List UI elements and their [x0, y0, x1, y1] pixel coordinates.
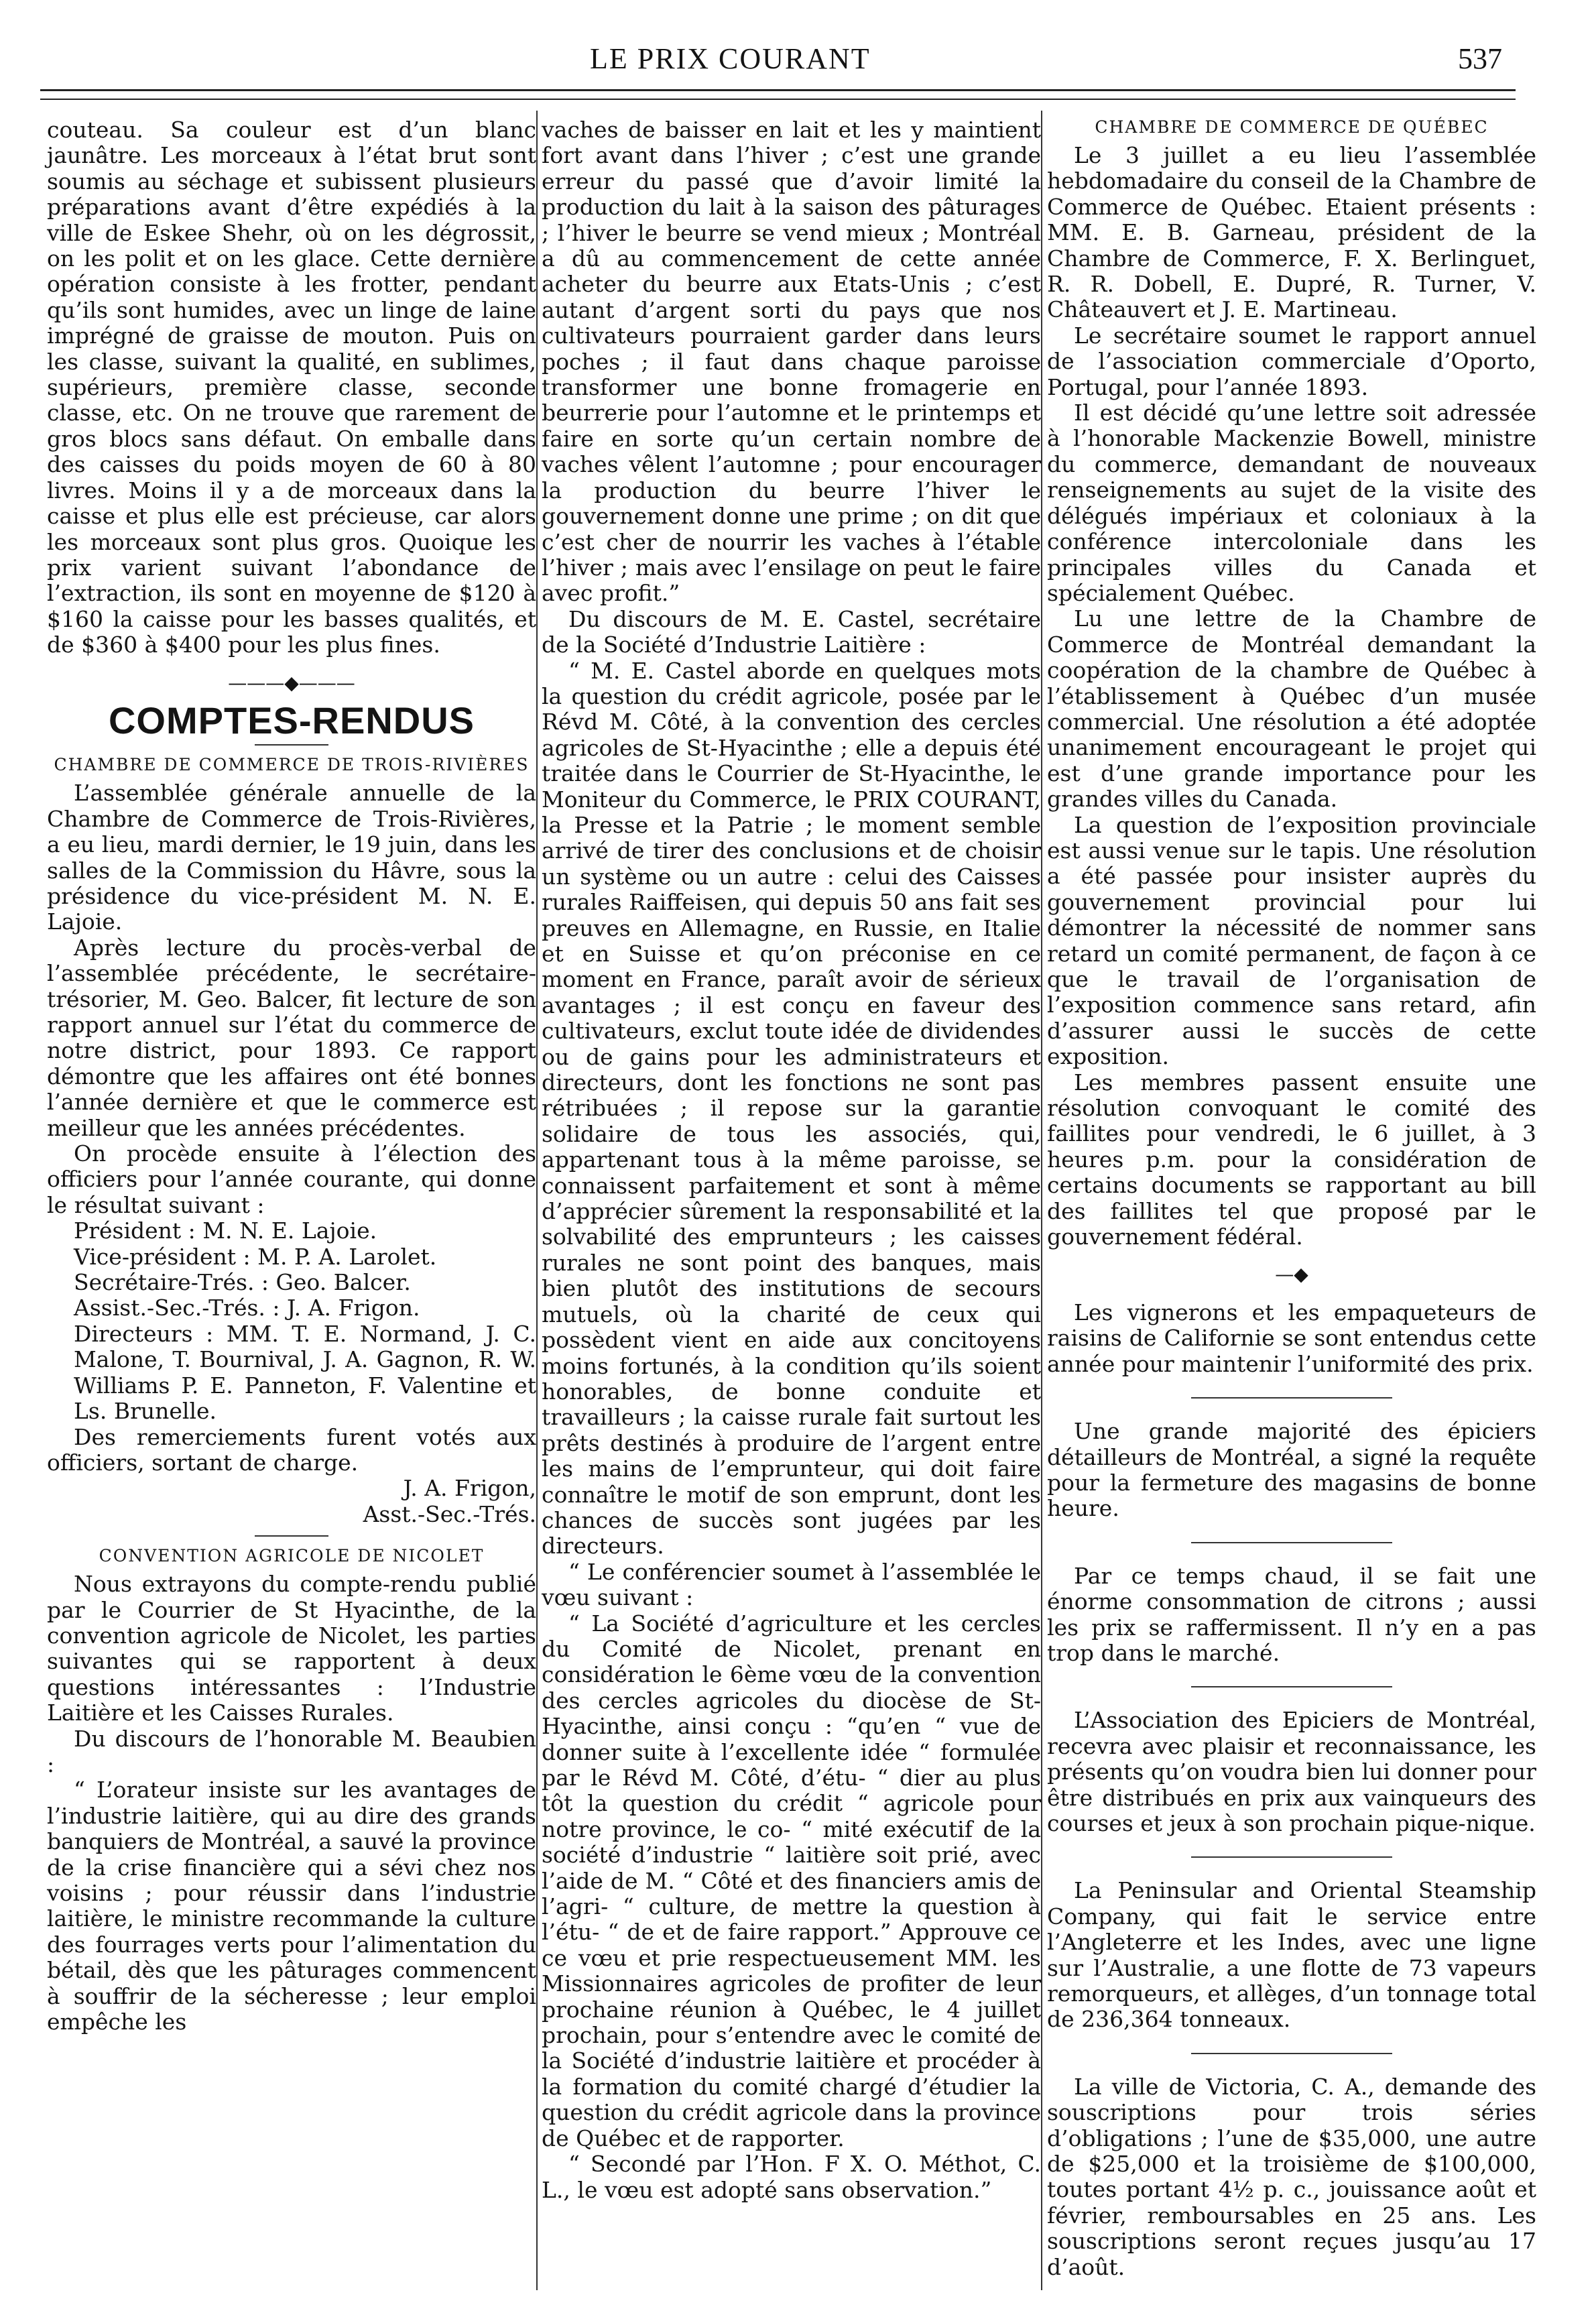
item-separator: [1191, 1856, 1392, 1858]
paragraph: L’assemblée générale annuelle de la Chambre de Commerce de Trois-Rivières, a eu lieu, mardi dernier, le 19 juin, dans les salles de la Commission du Hâvre, sous la présidence du vice-président M. N. E. Lajoie.: [47, 780, 536, 935]
section-title: COMPTES-RENDUS: [108, 699, 475, 741]
column-divider: [1041, 111, 1042, 2290]
paragraph: Le secrétaire soumet le rapport annuel de l’association commerciale d’Oporto, Portugal, pour l’année 1893.: [1047, 322, 1536, 400]
item-separator: [1191, 1686, 1392, 1687]
article-heading: CHAMBRE DE COMMERCE DE TROIS-RIVIÈRES: [54, 755, 530, 775]
paragraph: couteau. Sa couleur est d’un blanc jaunâtre. Les morceaux à l’état brut sont soumis au séchage et subissent plusieurs préparations avant d’être expédiés à la ville de Eskee Shehr, où on les dégrossit, on les polit et on les glace. Cette dernière opération consiste à les frotter, pendant qu’ils sont humides, avec un linge de laine imprégné de graisse de mouton. Puis on les classe, suivant la qualité, en sublimes, supérieurs, première classe, seconde classe, etc. On ne trouve que rarement de gros blocs sans défaut. On emballe dans des caisses du poids moyen de 60 à 80 livres. Moins il y a de morceaux dans la caisse et plus elle est précieuse, car alors les morceaux sont plus gros. Quoique les prix varient suivant l’abondance de l’extraction, ils sont en moyenne de $120 à $160 la caisse pour les basses qualités, et de $360 à $400 pour les plus fines.: [47, 117, 536, 658]
paragraph: Nous extrayons du compte-rendu publié par le Courrier de St Hyacinthe, de la convention agricole de Nicolet, les parties suivantes qui se rapportent à deux questions intéressantes : l’Industrie Laitière et les Caisses Rurales.: [47, 1571, 536, 1726]
signature-title: Asst.-Sec.-Trés.: [363, 1500, 536, 1527]
ornament-divider: —◆: [1275, 1263, 1308, 1286]
article-heading: CHAMBRE DE COMMERCE DE QUÉBEC: [1095, 117, 1489, 137]
paragraph: On procède ensuite à l’élection des officiers pour l’année courante, qui donne le résultat suivant :: [47, 1140, 536, 1218]
news-item: L’Association des Epiciers de Montréal, recevra avec plaisir et reconnaissance, les présents qu’on voudra bien lui donner pour être distribués en prix aux vainqueurs des courses et jeux à son prochain pique-nique.: [1047, 1707, 1536, 1836]
signature-name: J. A. Frigon,: [403, 1475, 536, 1502]
officer-line: Assist.-Sec.-Trés. : J. A. Frigon.: [74, 1295, 420, 1321]
article-heading: CONVENTION AGRICOLE DE NICOLET: [99, 1546, 485, 1566]
paragraph: Après lecture du procès-verbal de l’assemblée précédente, le secrétaire-trésorier, M. Geo. Balcer, fit lecture de son rapport annuel sur l’état du commerce de notre district, pour 1893. Ce rapport démontre que les affaires ont été bonnes l’année dernière et que le commerce est meilleur que les années précédentes.: [47, 934, 536, 1141]
paragraph: Des remerciements furent votés aux officiers, sortant de charge.: [47, 1423, 536, 1476]
officer-line: Président : M. N. E. Lajoie.: [74, 1217, 377, 1244]
paragraph: Il est décidé qu’une lettre soit adressée à l’honorable Mackenzie Bowell, ministre du commerce, demandant de nouveaux renseignements au sujet de la visite des délégués impériaux et coloniaux à la conférence intercoloniale dans les principales villes du Canada et spécialement Québec.: [1047, 400, 1536, 606]
paragraph: “ L’orateur insiste sur les avantages de l’industrie laitière, qui au dire des grands banquiers de Montréal, a sauvé la province de la crise financière qui a sévi chez nos voisins ; pour réussir dans l’industrie laitière, le ministre recommande la culture des fourrages verts pour l’alimentation du bétail, dès que les pâturages commencent à souffrir de la sécheresse ; leur emploi empêche les: [47, 1777, 536, 2035]
officer-line: Vice-président : M. P. A. Larolet.: [74, 1243, 437, 1270]
paragraph: Lu une lettre de la Chambre de Commerce de Montréal demandant la coopération de la chambre de Québec à l’établissement à Québec d’un musée commercial. Une résolution a été adoptée unanimement encourageant le projet qui est d’une grande importance pour les grandes villes du Canada.: [1047, 605, 1536, 813]
news-item: Par ce temps chaud, il se fait une énorme consommation de citrons ; aussi les prix se raffermissent. Il n’y en a pas trop dans le marché.: [1047, 1562, 1536, 1666]
page-number: 537: [1458, 42, 1502, 75]
column-divider: [536, 111, 538, 2290]
journal-title: LE PRIX COURANT: [590, 42, 871, 75]
news-item: La ville de Victoria, C. A., demande des souscriptions pour trois séries d’obligations ; l’une de $35,000, une autre de $25,000 et la troisième de $100,000, toutes portant 4½ p. c., jouissance août et février, remboursables en 25 ans. Les souscriptions seront reçues jusqu’au 17 d’août.: [1047, 2073, 1536, 2280]
paragraph: “ M. E. Castel aborde en quelques mots la question du crédit agricole, posée par le Révd M. Côté, à la convention des cercles agricoles de St-Hyacinthe ; elle a depuis été traitée dans le Courrier de St-Hyacinthe, le Moniteur du Commerce, le PRIX COURANT, la Presse et la Patrie ; le moment semble arrivé de tirer des conclusions et de choisir un système ou un autre : celui des Caisses rurales Raiffeisen, qui depuis 50 ans fait ses preuves en Allemagne, en Russie, en Italie et en Suisse et qu’on préconise en ce moment en France, paraît avoir de sérieux avantages ; il est conçu en faveur des cultivateurs, exclut toute idée de dividendes ou de gains pour les administrateurs et directeurs, dont les fonctions ne sont pas rétribuées ; il repose sur la garantie solidaire de tous les associés, qui, appartenant tous à la même paroisse, se connaissent parfaitement et sont à même d’apprécier sûrement la responsabilité et la solvabilité des emprunteurs ; les caisses rurales ne sont point des banques, mais bien plutôt des institutions de secours mutuels, où la charité de ceux qui possèdent vient en aide aux concitoyens moins fortunés, à la condition qu’ils soient honorables, de bonne conduite et travailleurs ; la caisse rurale fait surtout les prêts destinés à produire de l’argent entre les mains de l’emprunteur, qui doit faire connaître le motif de son emprunt, dont les chances de succès sont jugées par les directeurs.: [542, 657, 1041, 1559]
item-separator: [1191, 1542, 1392, 1543]
officer-line: Secrétaire-Trés. : Geo. Balcer.: [74, 1269, 411, 1296]
column-left: [47, 117, 536, 2035]
paragraph: Les membres passent ensuite une résolution convoquant le comité des faillites pour vendredi, le 6 juillet, à 3 heures p.m. pour la considération de certains documents se rapportant au bill des faillites tel que proposé par le gouvernement fédéral.: [1047, 1069, 1536, 1250]
ornament-divider: ———◆———: [228, 671, 355, 694]
officer-line: Directeurs : MM. T. E. Normand, J. C. Malone, T. Bournival, J. A. Gagnon, R. W. Williams P. E. Panneton, F. Valentine et Ls. Brunelle.: [74, 1320, 536, 1425]
news-item: La Peninsular and Oriental Steamship Company, qui fait le service entre l’Angleterre et les Indes, avec une ligne sur l’Australie, a une flotte de 73 vapeurs remorqueurs, et allèges, d’un tonnage total de 236,364 tonneaux.: [1047, 1877, 1536, 2033]
page-header: [0, 0, 1596, 87]
short-rule: [255, 1535, 328, 1537]
column-middle: [542, 117, 1041, 2203]
header-rule-double: [40, 99, 1516, 100]
news-item: Une grande majorité des épiciers détailleurs de Montréal, a signé la requête pour la fermeture des magasins de bonne heure.: [1047, 1418, 1536, 1522]
item-separator: [1191, 2053, 1392, 2054]
paragraph: La question de l’exposition provinciale est aussi venue sur le tapis. Une résolution a été passée pour insister auprès du gouvernement provincial pour lui démontrer la nécessité de nommer sans retard un comité permanent, de façon à ce que le travail de l’organisation de l’exposition commence sans retard, afin d’assurer aussi le succès de cette exposition.: [1047, 811, 1536, 1070]
paragraph: Le 3 juillet a eu lieu l’assemblée hebdomadaire du conseil de la Chambre de Commerce de Québec. Etaient présents : MM. E. B. Garneau, président de la Chambre de Commerce, F. X. Berlinguet, R. R. Dobell, E. Dupré, R. Turner, V. Châteauvert et J. E. Martineau.: [1047, 142, 1536, 323]
paragraph: “ Le conférencier soumet à l’assemblée le vœu suivant :: [542, 1558, 1041, 1611]
header-rule: [40, 89, 1516, 91]
paragraph: Du discours de l’honorable M. Beaubien :: [47, 1725, 536, 1777]
paragraph: “ Secondé par l’Hon. F X. O. Méthot, C. L., le vœu est adopté sans observation.”: [542, 2151, 1041, 2203]
column-right: [1047, 117, 1536, 2280]
paragraph: Du discours de M. E. Castel, secrétaire de la Société d’Industrie Laitière :: [542, 605, 1041, 658]
item-separator: [1191, 1397, 1392, 1399]
short-rule: [255, 744, 328, 746]
paragraph: vaches de baisser en lait et les y maintient fort avant dans l’hiver ; c’est une grande erreur du passé que d’avoir limité la production du lait à la saison des pâturages ; l’hiver le beurre se vend mieux ; Montréal a dû au commencement de cette année acheter du beurre aux Etats-Unis ; c’est autant d’argent sorti du pays que nos cultivateurs pourraient garder dans leurs poches ; il faut dans chaque paroisse transformer une bonne fromagerie en beurrerie pour l’automne et le printemps et faire en sorte qu’un certain nombre de vaches vêlent l’automne ; pour encourager la production du beurre l’hiver le gouvernement donne une prime ; on dit que c’est cher de nourrir les vaches à l’étable l’hiver ; mais avec l’ensilage on peut le faire avec profit.”: [542, 117, 1041, 607]
news-item: Les vignerons et les empaqueteurs de raisins de Californie se sont entendus cette année pour maintenir l’uniformité des prix.: [1047, 1299, 1536, 1377]
paragraph: “ La Société d’agriculture et les cercles du Comité de Nicolet, prenant en considération le 6ème vœu de la convention des cercles agricoles du diocèse de St-Hyacinthe, ainsi conçu : “qu’en “ vue de donner suite à l’excellente idée “ formulée par le Révd M. Côté, d’étu- “ dier au plus tôt la question du crédit “ agricole pour notre province, le co- “ mité exécutif de la société d’industrie “ laitière soit prié, avec l’aide de M. “ Côté et des financiers amis de l’agri- “ culture, de mettre la question à l’étu- “ de et de faire rapport.” Approuve ce ce vœu et prie respectueusement MM. les Missionnaires agricoles de profiter de leur prochaine réunion à Québec, le 4 juillet prochain, pour s’entendre avec le comité de la Société d’industrie laitière et procéder à la formation du comité chargé d’étudier la question du crédit agricole dans la province de Québec et de rapporter.: [542, 1610, 1041, 2151]
